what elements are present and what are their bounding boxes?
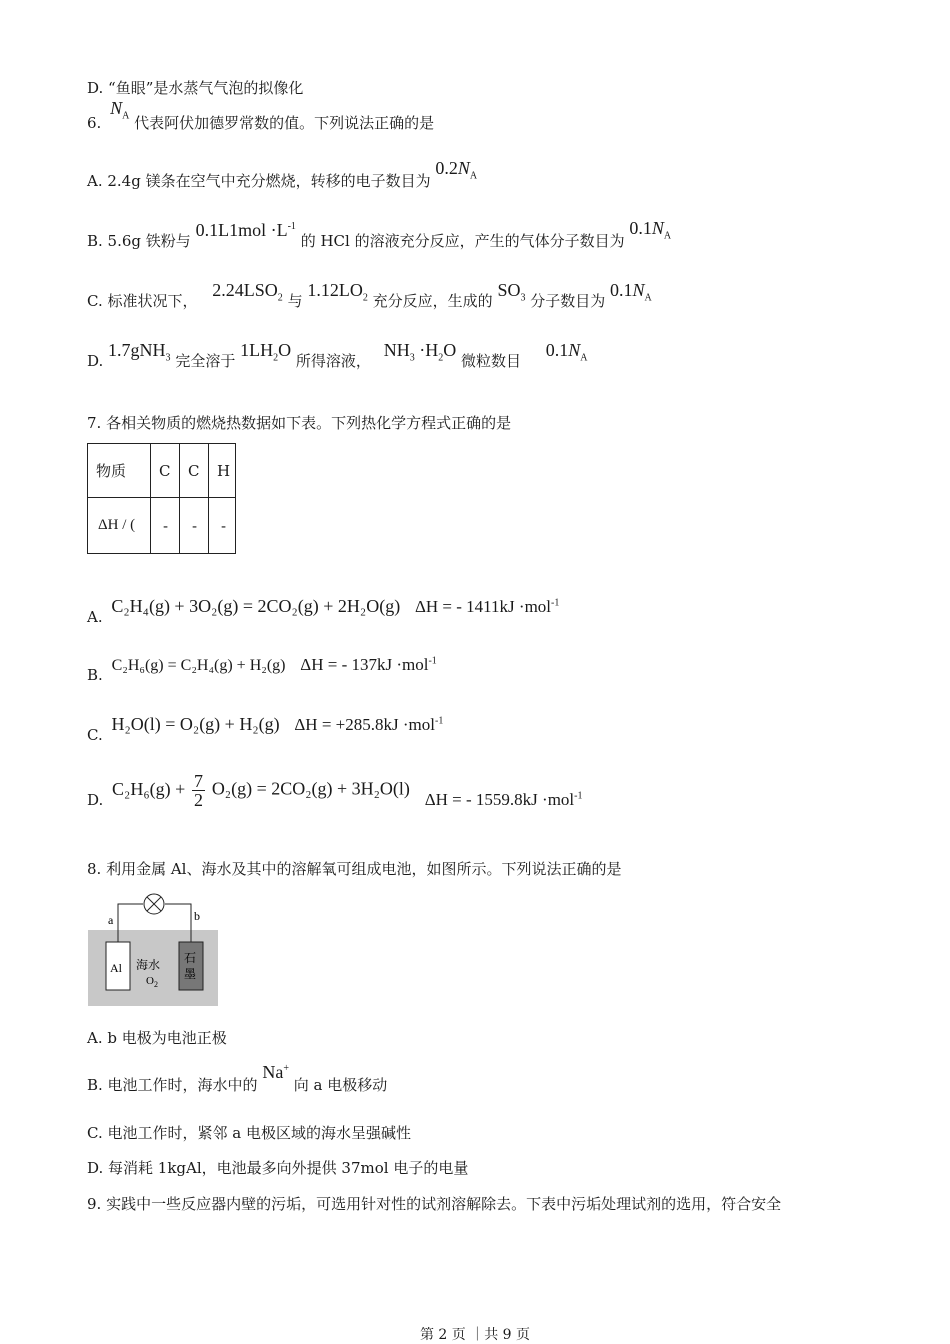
table-cell: - [151,498,180,554]
battery-diagram [88,890,220,1008]
q6-number: 6. [87,114,102,132]
q7-stem: 7. 各相关物质的燃烧热数据如下表。下列热化学方程式正确的是 [87,414,512,432]
q8-stem: 8. 利用金属 Al、海水及其中的溶解氧可组成电池，如图所示。下列说法正确的是 [87,860,622,878]
q6-stem-text: 代表阿伏加德罗常数的值。下列说法正确的是 [134,114,435,132]
q6-option-c: C. 标准状况下， $2.24LSO_2$ 与 $1.12LO_2$ 充分反应，生成的 $SO_3$ 分子数目为 $0.1N_A$ [87,280,652,310]
q6-symbol: $N_A$ [110,98,130,122]
fraction-seven-halves: $\frac{7}{2}$ [194,771,204,810]
q7-option-c: C. H₂O(l) = O₂(g) + H₂(g) ΔH = +285.8kJ ·mol$^{-1}$ [87,714,444,744]
q8-option-c: C. 电池工作时，紧邻 a 电极区域的海水呈强碱性 [87,1124,411,1142]
table-header-cell: H [209,444,236,498]
label-al: Al [110,961,122,975]
table-header-substance: 物质 [88,444,151,498]
q6-option-b: B. 5.6g 铁粉与 $0.1L1mol \cdot L^{-1}$ 的 HCl 的溶液充分反应，产生的气体分子数目为 $0.1N_A$ [87,218,672,250]
q5-option-d: D. “鱼眼”是水蒸气气泡的拟像化 [87,79,304,97]
table-cell: - [180,498,209,554]
q6-stem [87,98,435,136]
label-graphite-2: 墨 [184,967,197,981]
label-o2: $O_2$ [146,975,158,989]
table-header-cell: C [151,444,180,498]
q8-option-d: D. 每消耗 1kgAl，电池最多向外提供 37mol 电子的电量 [87,1159,469,1177]
label-a: a [108,913,114,927]
table-cell: - [209,498,236,554]
page-footer: 第 2 页 ｜共 9 页 [419,1327,531,1343]
label-b: b [194,909,200,923]
q7-option-a: A. C₂H₄(g) + 3O₂(g) = 2CO₂(g) + 2H₂O(g) ΔH = - 1411kJ ·mol$^{-1}$ [87,596,560,626]
label-graphite-1: 石 [184,951,197,965]
q9-stem: 9. 实践中一些反应器内壁的污垢，可选用针对性的试剂溶解除去。下表中污垢处理试剂的选用，符合安全 [87,1195,782,1213]
label-seawater: 海水 [136,958,161,972]
graphite-electrode [179,942,203,990]
q8-option-b: B. 电池工作时，海水中的 Na+ 向 a 电极移动 [87,1062,388,1094]
combustion-heat-table [87,443,236,554]
table-header-cell: C [180,444,209,498]
q7-option-b: B. C₂H₆(g) = C₂H₄(g) + H₂(g) ΔH = - 137kJ ·mol$^{-1}$ [87,655,437,684]
q6-option-a: A. 2.4g 镁条在空气中充分燃烧，转移的电子数目为 $0.2N_A$ [87,158,478,190]
q8-option-a: A. b 电极为电池正极 [87,1029,227,1047]
q6-option-d: D. 1.7gNH$_3$ 完全溶于 $1LH_2O$ 所得溶液， $NH_3 \cdot H_2O$ 微粒数目 $0.1N_A$ [87,340,588,370]
table-dh-label: ΔH / ( [88,498,151,554]
q7-option-d: D. C₂H₆(g) + $\frac{7}{2}$ O₂(g) = 2CO₂(g) + 3H₂O(l) ΔH = - 1559.8kJ ·mol$^{-1}$ [87,771,583,810]
